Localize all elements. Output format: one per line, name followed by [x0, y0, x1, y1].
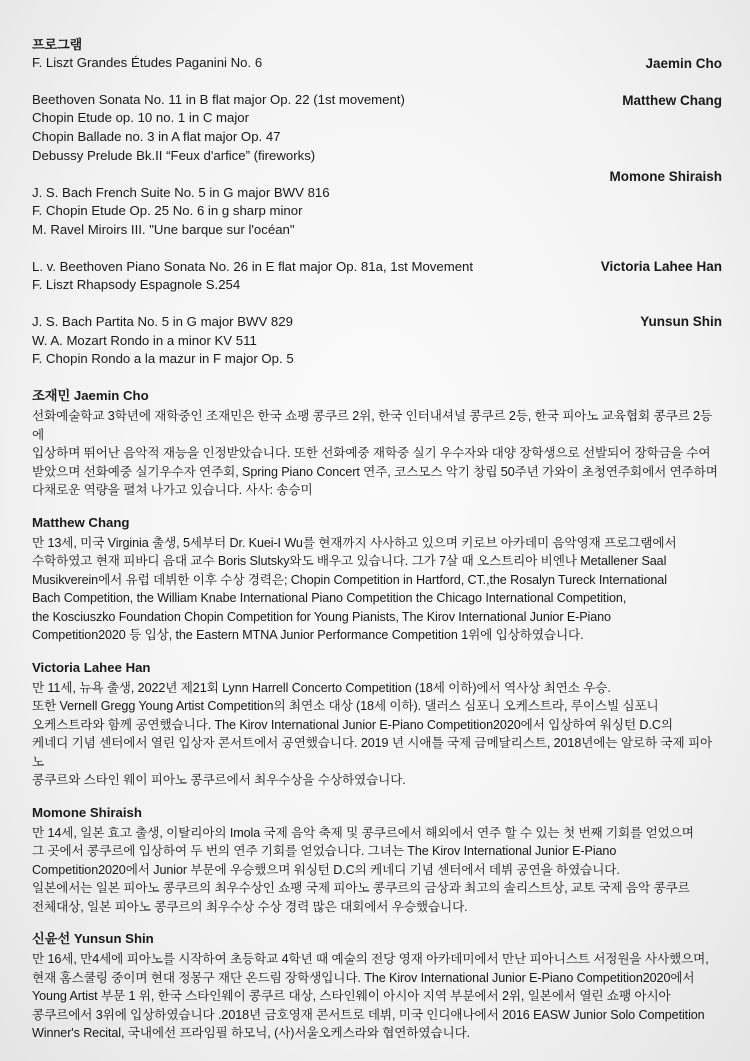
program-block-yunsun-shin	[32, 313, 722, 369]
program-block-momone-shiraish	[32, 168, 722, 240]
program-title: 프로그램	[32, 37, 83, 52]
bio-momone-shiraish	[32, 804, 722, 917]
program-piece: F. Liszt Rhapsody Espagnole S.254	[32, 277, 241, 293]
bio-name: Matthew Chang	[32, 514, 130, 530]
program-piece: M. Ravel Miroirs III. "Une barque sur l'océan"	[32, 221, 295, 237]
bio-name: 신윤선 Yunsun Shin	[32, 931, 154, 947]
bio-text: 선화예술학교 3학년에 재학중인 조재민은 한국 쇼팽 콩쿠르 2위, 한국 인터내셔널 콩쿠르 2등, 한국 피아노 교육협회 콩쿠르 2등에 입상하며 뛰어난 음악적 재능을 인정받았습니다. 또한 선화예중 재학중 실기 우수자와 대양 장학생으로 선발되어 장학금을 수여 받았으며 선화예중 실기우수자 연주회, Spring Piano Concert 연주, 코스모스 악기 창립 50주년 가와이 초청연주회에서 연주하며 다채로운 역량을 펼쳐 나가고 있습니다. 사사: 송승미	[32, 409, 718, 498]
program-piece: Chopin Ballade no. 3 in A flat major Op. 47	[32, 129, 281, 145]
program-piece: F. Chopin Etude Op. 25 No. 6 in g sharp minor	[32, 203, 303, 219]
program-piece: J. S. Bach French Suite No. 5 in G major BWV 816	[32, 184, 330, 200]
bio-name: 조재민 Jaemin Cho	[32, 388, 149, 404]
bio-text: 만 16세, 만4세에 피아노를 시작하여 초등학교 4학년 때 예술의 전당 영재 아카데미에서 만난 피아니스트 서정원을 사사했으며, 현재 홈스쿨링 중이며 현대 정몽구 재단 온드림 장학생입니다. The Kirov International Junior E-Piano Competition2020에서 Young Artist 부문 1 위, 한국 스타인웨이 콩쿠르 대상, 스타인웨이 아시아 지역 부분에서 2위, 일본에서 열린 쇼팽 아시아 콩쿠르에서 3위에 입상하였습니다 .2018년 금호영재 콘서트로 데뷔, 미국 인디애나에서 2016 EASW Junior Solo Competition Winner's Recital, 국내에선 프라임필 하모닉, (사)서울오케스라와 협연하였습니다.	[32, 952, 709, 1041]
bio-name: Momone Shiraish	[32, 804, 142, 820]
program-piece: Beethoven Sonata No. 11 in B flat major Op. 22 (1st movement)	[32, 91, 405, 107]
program-block-jaemin-cho	[32, 54, 722, 73]
bio-name: Victoria Lahee Han	[32, 659, 151, 675]
bio-text: 만 11세, 뉴욕 출생, 2022년 제21회 Lynn Harrell Concerto Competition (18세 이하)에서 역사상 최연소 우승. 또한 Vernell Gregg Young Artist Competition의 최연소 대상 (18세 이하). 댈러스 심포니 오케스트라, 루이스빌 심포니 오케스트라와 함께 공연했습니다. The Kirov International Junior E-Piano Competition2020에서 입상하여 워싱턴 D.C의 케네디 기념 센터에서 열린 입상자 콘서트에서 공연했습니다. 2019 년 시애틀 국제 금메달리스트, 2018년에는 알로하 국제 피아노 콩쿠르와 스타인 웨이 피아노 콩쿠르에서 최우수상을 수상하였습니다.	[32, 680, 713, 788]
program-piece: L. v. Beethoven Piano Sonata No. 26 in E flat major Op. 81a, 1st Movement	[32, 258, 474, 274]
bio-jaemin-cho	[32, 387, 722, 500]
performer-name: Jaemin Cho	[645, 56, 722, 71]
performer-name: Yunsun Shin	[640, 314, 722, 330]
program-piece: W. A. Mozart Rondo in a minor KV 511	[32, 332, 257, 348]
performer-name: Matthew Chang	[622, 92, 722, 108]
program-piece: J. S. Bach Partita No. 5 in G major BWV 829	[32, 314, 293, 330]
bio-text: 만 14세, 일본 효고 출생, 이탈리아의 Imola 국제 음악 축제 및 콩쿠르에서 해외에서 연주 할 수 있는 첫 번째 기회를 얻었으며 그 곳에서 콩쿠르에 입상하여 두 번의 연주 기회를 얻었습니다. 그녀는 The Kirov International Junior E-Piano Competition2020에서 Junior 부문에 우승했으며 워싱턴 D.C의 케네디 기념 센터에서 데뷔 공연을 하였습니다. 일본에서는 일본 피아노 콩쿠르의 최우수상인 쇼팽 국제 피아노 콩쿠르의 금상과 최고의 솔리스트상, 교토 국제 음악 콩쿠르 전체대상, 일본 피아노 콩쿠르의 최우수상 수상 경력 많은 대회에서 우승했습니다.	[32, 825, 694, 914]
bio-text: 만 13세, 미국 Virginia 출생, 5세부터 Dr. Kuei-I Wu를 현재까지 사사하고 있으며 키로브 아카데미 음악영재 프로그램에서 수학하였고 현재 피바디 음대 교수 Boris Slutsky와도 배우고 있습니다. 그가 7살 때 오스트리아 비엔나 Metallener Saal Musikverein에서 유럽 데뷔한 이후 수상 경력은; Chopin Competition in Hartford, CT.,the Rosalyn Tureck International Bach Competition, the William Knabe International Piano Competition the Chicago International Competition, the Kosciuszko Foundation Chopin Competition for Young Pianists, The Kirov International Junior E-Piano Competition2020 등 입상, the Eastern MTNA Junior Performance Competition 1위에 입상하였습니다.	[32, 535, 677, 643]
program-piece: F. Chopin Rondo a la mazur in F major Op. 5	[32, 351, 294, 367]
performer-name: Momone Shiraish	[609, 168, 722, 184]
program-page	[32, 36, 722, 1043]
program-block-victoria-lahee-han	[32, 258, 722, 295]
program-piece: Chopin Etude op. 10 no. 1 in C major	[32, 110, 249, 126]
bio-yunsun-shin	[32, 930, 722, 1043]
performer-name: Victoria Lahee Han	[600, 258, 722, 274]
bio-victoria-lahee-han	[32, 659, 722, 790]
bio-matthew-chang	[32, 514, 722, 645]
program-piece: Debussy Prelude Bk.II “Feux d'arfice” (fireworks)	[32, 147, 316, 163]
program-block-matthew-chang	[32, 91, 722, 166]
program-piece: F. Liszt Grandes Études Paganini No. 6	[32, 55, 263, 70]
